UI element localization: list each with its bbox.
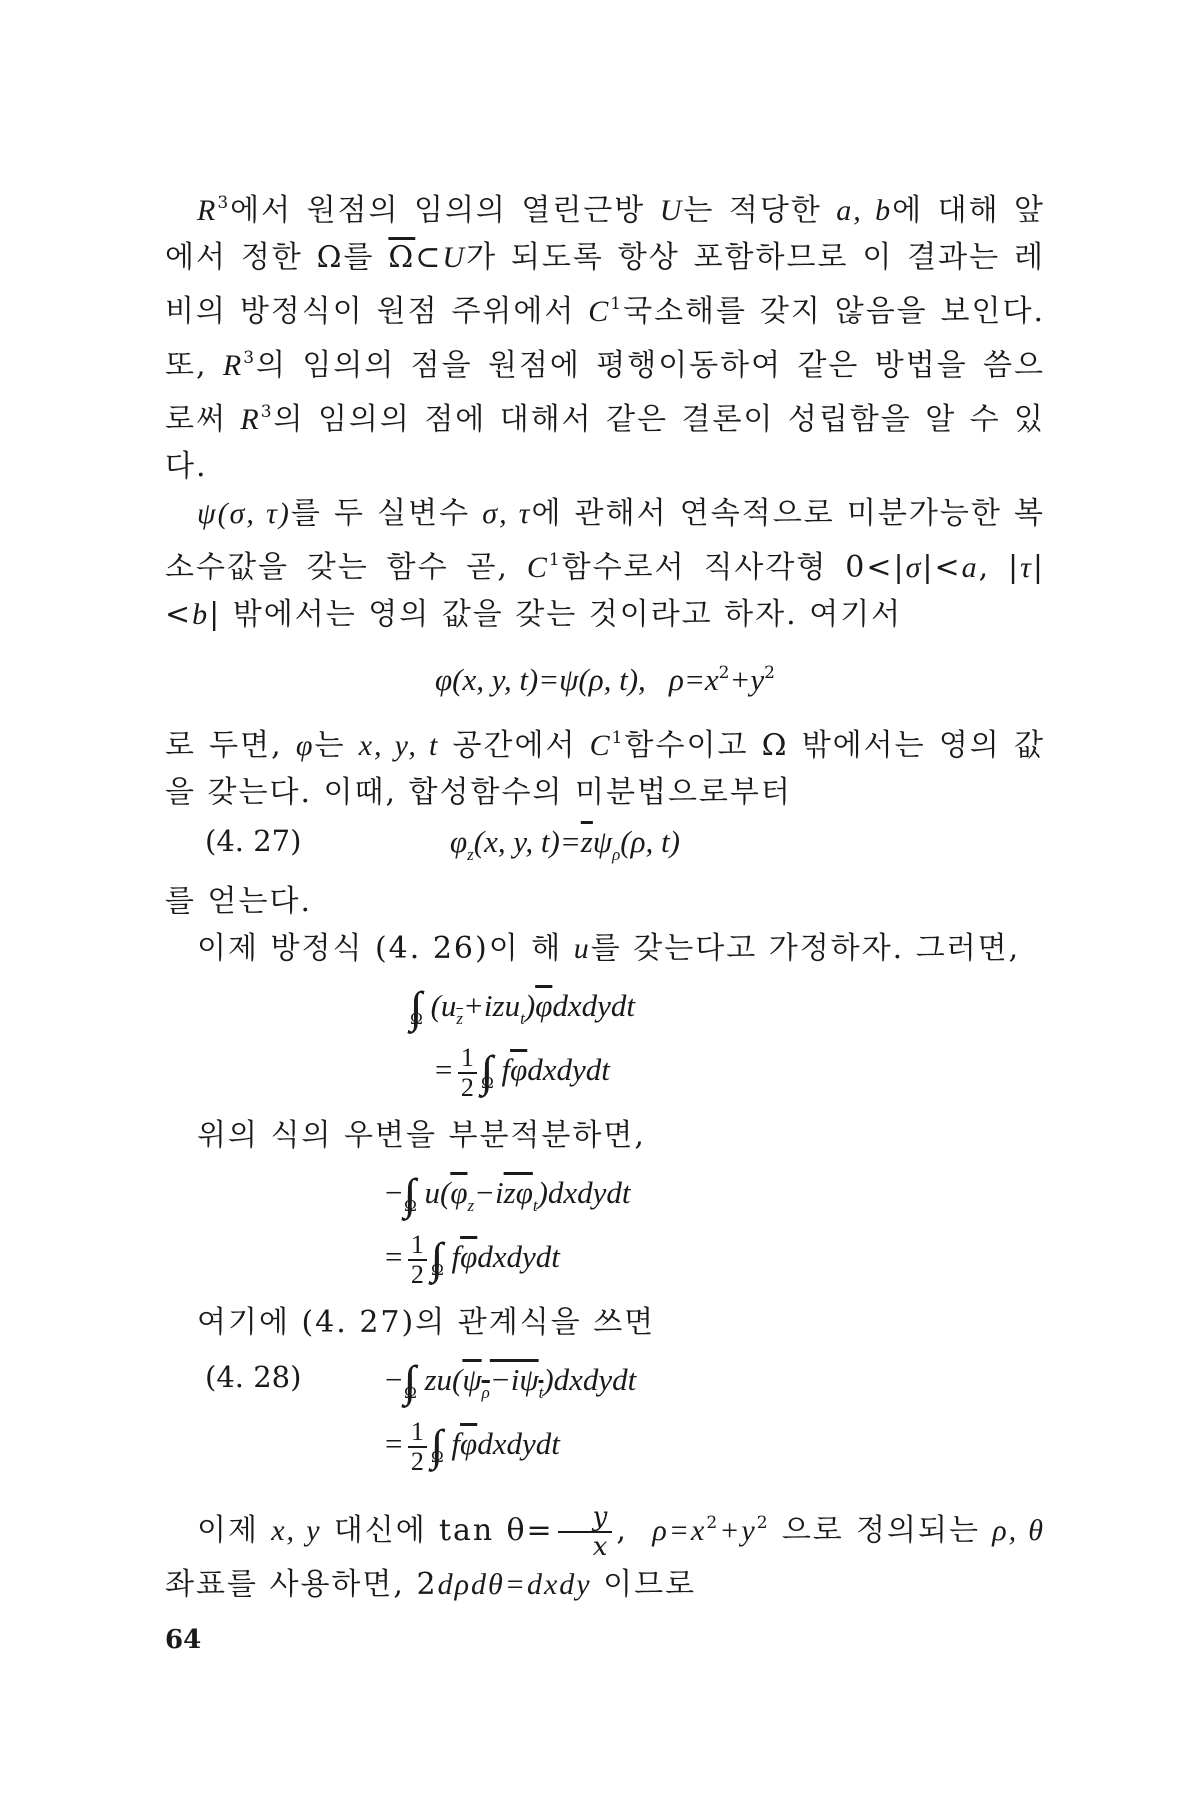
equation-number: (4. 28)	[205, 1360, 302, 1394]
equation-4-27: (4. 27) $\varphi_z(x$, y, $t)=\overline{z}\psi_\rho(\rho$, t)	[205, 824, 680, 864]
paragraph-1: $R^3$에서 원점의 임의의 열린근방 U는 적당한 a, b에 대해 앞에서 정한 Ω를 $\overline{\Omega}\subset U$가 되도록 항상 포함하므로 이 결과는 레비의 방정식이 원점 주위에서 $C^1$국소해를 갖지 않음을 보인다. 또, $R^3$의 임의의 점을 원점에 평행이동하여 같은 방법을 씀으로써 $R^3$의 임의의 점에 대해서 같은 결론이 성립함을 알 수 있다.	[165, 193, 1046, 484]
equation-number: (4. 27)	[205, 824, 302, 858]
paragraph-5: 이제 방정식 (4. 26)이 해 u를 갖는다고 가정하자. 그러면,	[197, 931, 1021, 966]
paragraph-3: 로 두면, φ는 x, y, t 공간에서 $C^1$함수이고 Ω 밖에서는 영의 값을 갖는다. 이때, 합성함수의 미분법으로부터	[165, 728, 1045, 810]
paragraph-4: 를 얻는다.	[165, 884, 312, 919]
page-number: 64	[165, 1625, 202, 1655]
paragraph-6: 위의 식의 우변을 부분적분하면,	[197, 1118, 646, 1153]
paragraph-8: 이제 x, y 대신에 tan θ= $\frac{y}{x}$ , $\rho=x^2+y^2$ 으로 정의되는 ρ, θ 좌표를 사용하면, 2dρdθ=dxdy 이므로	[165, 1502, 1046, 1602]
paragraph-7: 여기에 (4. 27)의 관계식을 쓰면	[197, 1305, 656, 1340]
paragraph-2: ψ(σ, τ)를 두 실변수 σ, τ에 관해서 연속적으로 미분가능한 복소수값을 갖는 함수 곧, $C^1$함수로서 직사각형 0<|σ|<a, |τ|<b| 밖에서는 영의 값을 갖는 것이라고 하자. 여기서	[165, 496, 1045, 632]
equation-integral-1: $\int\int\int_\Omega$ $(u_{\overline{z}}+izu_t)\overline{\varphi}dxdydt$ = $\frac{1}{2}$ $\int\int\int_\Omega$ $f\overline{\varphi}dxdydt$	[410, 983, 635, 1102]
equation-integral-2: $-\int\int\int_\Omega$ $u(\overline{\varphi}_z-i\overline{z\varphi}_t)dxdydt$ = $\frac{1}{2}$ $\int\int\int_\Omega$ $f\overline{\varphi}dxdydt$	[383, 1170, 631, 1289]
page-body	[165, 180, 1045, 1608]
equation-phi-definition: φ(x, y, t)=ψ(ρ, t), $\rho=x^2+y^2$	[435, 662, 775, 697]
equation-4-28: (4. 28) $-\int\int\int_\Omega$ $zu(\psi_\rho-i\psi_t)dxdydt$ = $\frac{1}{2}$ $\int\int_\Omega$ $f\overline{\varphi}dxdydt$	[205, 1357, 637, 1476]
